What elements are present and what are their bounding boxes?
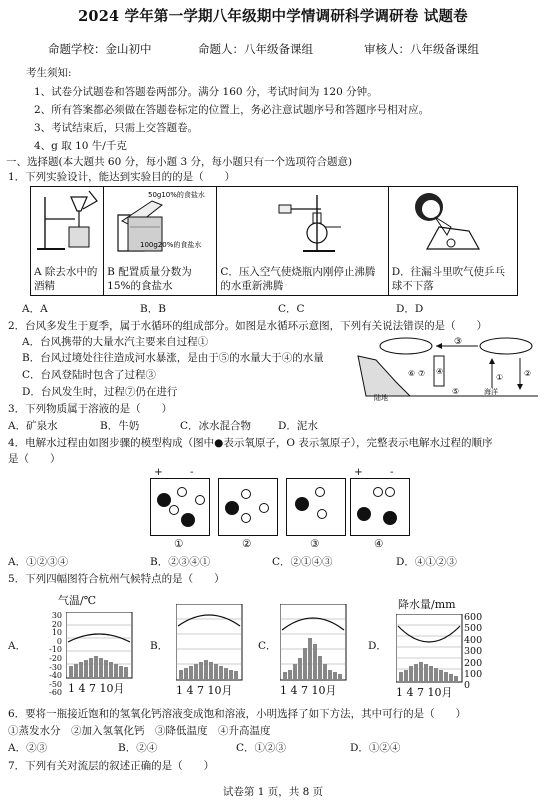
flask-figure [217,187,387,263]
q1-cell-a-label: A 除去水中的酒精 [34,266,98,293]
q3-option-c[interactable]: C．冰水混合物 [180,420,252,432]
minus-sign: - [390,466,394,478]
q2-option-d[interactable]: D．台风发生时，过程⑦仍在进行 [22,386,178,398]
model-label: ④ [374,538,384,550]
section-heading: 一、选择题(本大题共 60 分，每小题 3 分，每小题只有一个选项符合题意) [6,156,353,168]
model-label: ① [174,538,184,550]
q2-option-a[interactable]: A．台风携带的大量水汽主要来自过程① [22,336,209,348]
q6-option-d[interactable]: D．①②④ [350,742,401,754]
question-4-stem-cont: 是（ ） [8,453,61,465]
wc-sea: 海洋 [484,388,498,396]
months-label: 1 4 7 10月 [68,682,125,695]
climate-chart-d [396,598,542,700]
electrolysis-models [150,466,410,552]
wc-num-5: ⑤ [452,387,460,396]
wc-num-4: ④ [436,367,444,376]
wc-num-3: ③ [454,337,463,347]
page-title: 2024 学年第一学期八年级期中学情调研科学调研卷 试题卷 [78,8,468,25]
question-6-stem: 6．要将一瓶接近饱和的氢氧化钙溶液变成饱和溶液，小明选择了如下方法，其中可行的是（ ） [8,708,467,720]
precip-axis-label: 降水量/mm [398,598,456,611]
q3-option-d[interactable]: D．泥水 [278,420,318,432]
model-box-1 [150,478,210,536]
q1-option-d[interactable]: D．D [396,303,424,315]
temp-axis-label: 气温/℃ [58,594,97,607]
question-1-stem: 1．下列实验设计，能达到实验目的的是（ ） [8,171,236,183]
question-7-stem: 7．下列有关对流层的叙述正确的是（ ） [8,760,215,772]
notes-item: 1、试卷分试题卷和答题卷两部分。满分 160 分，考试时间为 120 分钟。 [34,86,378,98]
notes-item: 4、g 取 10 牛/千克 [34,140,127,152]
q1-cell-d-label: D．往漏斗里吹气使乒乓球不下落 [391,266,506,293]
q6-option-c[interactable]: C．①②③ [236,742,287,754]
q6-option-b[interactable]: B．②④ [118,742,158,754]
wc-num-7: ⑦ [418,369,426,378]
q1-option-c[interactable]: C．C [278,303,305,315]
wc-num-1: ① [496,373,504,382]
precip-ticks: 600 500 400 300 200 100 0 [464,612,483,692]
climate-chart-b [176,604,266,700]
q1-option-a[interactable]: A．A [22,303,48,315]
wc-num-2: ② [524,369,532,378]
plus-sign: + [354,466,363,478]
q1-table [30,186,518,296]
q2-option-b[interactable]: B．台风过境处往往造成河水暴涨，是由于⑤的水量大于④的水量 [22,352,324,364]
plus-sign: + [154,466,163,478]
q1-b-bottom-label: 100g20%的食盐水 [140,241,202,249]
model-box-2 [218,478,278,536]
question-5-stem: 5．下列四幅图符合杭州气候特点的是（ ） [8,573,225,585]
meta-reviewer: 审核人：八年级备课组 [364,42,479,56]
months-label: 1 4 7 10月 [396,686,453,699]
question-4-stem: 4．电解水过程由如图步骤的模型构成（图中●表示氧原子，O 表示氢原子），完整表示电解水过程的顺序 [8,437,493,449]
q1-cell-b-label: B 配置质量分数为15%的食盐水 [107,266,192,293]
q1-cell-c-label: C．压入空气使烧瓶内刚停止沸腾的水重新沸腾 [220,266,376,293]
notes-item: 2、所有答案都必须做在答题卷标定的位置上，务必注意试题序号和答题序号相对应。 [34,104,430,116]
q3-option-a[interactable]: A．矿泉水 [8,420,58,432]
page-footer: 试卷第 1 页，共 8 页 [222,786,324,798]
beaker-figure [104,187,216,263]
funnel-figure [389,187,517,263]
months-label: 1 4 7 10月 [280,684,337,697]
notes-item: 3、考试结束后，只需上交答题卷。 [34,122,199,134]
q2-option-c[interactable]: C．台风登陆时包含了过程③ [22,369,157,381]
q5-option-b[interactable]: B． [150,640,169,652]
distillation-figure [31,187,103,263]
wc-land: 陆地 [374,394,388,402]
q1-b-top-label: 50g10%的食盐水 [148,191,206,199]
model-box-3 [286,478,346,536]
q4-option-a[interactable]: A．①②③④ [8,556,69,568]
meta-school: 命题学校：金山初中 [48,42,152,56]
q5-option-a[interactable]: A． [8,640,27,652]
temp-ticks: 30 20 10 0 -10 -20 -30 -40 -50 -60 [49,611,62,698]
q6-option-a[interactable]: A．②③ [8,742,48,754]
wc-num-6: ⑥ [408,369,416,378]
climate-chart-a [36,590,169,700]
q4-option-c[interactable]: C．②①④③ [272,556,333,568]
q1-option-b[interactable]: B．B [140,303,166,315]
q3-option-b[interactable]: B．牛奶 [100,420,140,432]
q5-option-c[interactable]: C． [258,640,277,652]
question-2-stem: 2．台风多发生于夏季，属于水循环的组成部分。如图是水循环示意图，下列有关说法错误的是（ ） [8,320,488,332]
q5-option-d[interactable]: D． [368,640,387,652]
model-label: ③ [310,538,320,550]
model-box-4 [350,478,410,536]
minus-sign: - [190,466,194,478]
climate-chart-c [280,604,370,700]
q4-option-b[interactable]: B．②③④① [150,556,211,568]
question-3-stem: 3．下列物质属于溶液的是（ ） [8,403,173,415]
q6-methods: ①蒸发水分 ②加入氢氧化钙 ③降低温度 ④升高温度 [8,725,271,737]
months-label: 1 4 7 10月 [176,684,233,697]
notes-heading: 考生须知: [26,67,72,79]
model-label: ② [242,538,252,550]
water-cycle-diagram [356,336,540,406]
meta-author: 命题人：八年级备课组 [198,42,313,56]
q4-option-d[interactable]: D．④①②③ [396,556,457,568]
